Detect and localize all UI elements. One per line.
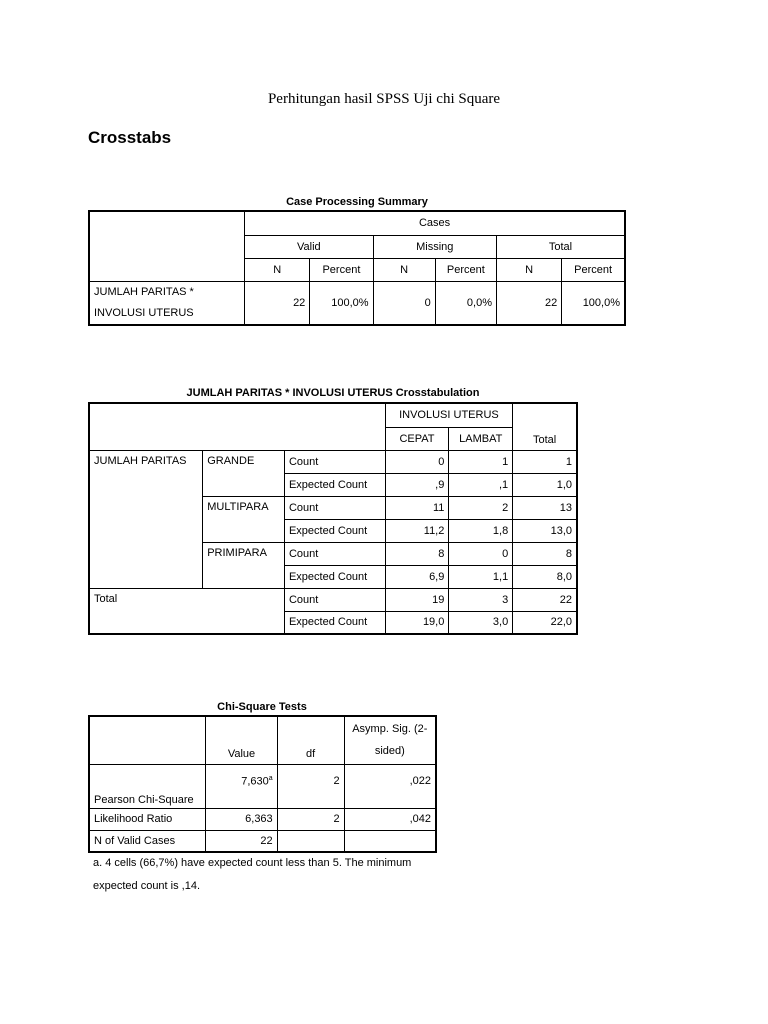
crosstab-table (88, 402, 578, 635)
total-expected-cepat: 19,0 (385, 611, 449, 634)
grande-count-total: 1 (513, 450, 577, 473)
footnote-line-2: expected count is ,14. (93, 880, 201, 892)
likelihood-ratio-value: 6,363 (206, 808, 277, 830)
grande-expected-total: 1,0 (513, 473, 577, 496)
missing-percent-header: Percent (435, 258, 496, 281)
valid-header: Valid (245, 235, 373, 258)
multipara-label: MULTIPARA (203, 496, 285, 542)
n-valid-cases-value: 22 (206, 830, 277, 852)
section-title: Crosstabs (88, 128, 172, 147)
total-count-cepat: 19 (385, 588, 449, 611)
multipara-expected-lambat: 1,8 (449, 519, 513, 542)
count-label: Count (284, 542, 385, 565)
grande-expected-lambat: ,1 (449, 473, 513, 496)
asymp-sig-line-2: sided) (374, 745, 405, 758)
case-summary-table (88, 210, 626, 326)
pearson-label: Pearson Chi-Square (89, 764, 206, 808)
count-label: Count (284, 450, 385, 473)
empty-cell (344, 830, 436, 852)
footnote-line-1: a. 4 cells (66,7%) have expected count less than 5. The minimum (93, 857, 412, 869)
valid-percent-value: 100,0% (310, 281, 373, 325)
chi-square-corner (89, 716, 206, 764)
primipara-count-total: 8 (513, 542, 577, 565)
multipara-count-cepat: 11 (385, 496, 449, 519)
multipara-count-lambat: 2 (449, 496, 513, 519)
missing-n-value: 0 (373, 281, 435, 325)
primipara-count-lambat: 0 (449, 542, 513, 565)
primipara-expected-cepat: 6,9 (385, 565, 449, 588)
multipara-count-total: 13 (513, 496, 577, 519)
pearson-footnote-marker: a (268, 774, 273, 782)
cases-header: Cases (245, 211, 625, 235)
page-title: Perhitungan hasil SPSS Uji chi Square (267, 91, 501, 107)
primipara-expected-lambat: 1,1 (449, 565, 513, 588)
total-percent-header: Percent (562, 258, 625, 281)
valid-percent-header: Percent (310, 258, 373, 281)
total-expected-lambat: 3,0 (449, 611, 513, 634)
expected-count-label: Expected Count (284, 565, 385, 588)
valid-n-header: N (245, 258, 310, 281)
n-valid-cases-label: N of Valid Cases (89, 830, 206, 852)
likelihood-ratio-sig: ,042 (344, 808, 436, 830)
chi-square-table (88, 715, 437, 853)
total-percent-value: 100,0% (562, 281, 625, 325)
grande-count-cepat: 0 (385, 450, 449, 473)
total-count-total: 22 (513, 588, 577, 611)
primipara-label: PRIMIPARA (203, 542, 285, 588)
asymp-sig-line-1: Asymp. Sig. (2- (352, 723, 428, 736)
missing-header: Missing (373, 235, 496, 258)
pearson-df: 2 (277, 764, 344, 808)
asymp-sig-header (344, 716, 436, 764)
likelihood-ratio-df: 2 (277, 808, 344, 830)
df-header: df (277, 716, 344, 764)
total-n-value: 22 (496, 281, 561, 325)
count-label: Count (284, 496, 385, 519)
valid-n-value: 22 (245, 281, 310, 325)
expected-count-label: Expected Count (284, 519, 385, 542)
pearson-value: 7,630$^a$ (206, 764, 277, 808)
chi-square-caption: Chi-Square Tests (217, 701, 307, 713)
empty-cell (277, 830, 344, 852)
total-n-header: N (496, 258, 561, 281)
multipara-expected-cepat: 11,2 (385, 519, 449, 542)
likelihood-ratio-label: Likelihood Ratio (89, 808, 206, 830)
crosstab-caption: JUMLAH PARITAS * INVOLUSI UTERUS Crosstabulation (186, 387, 480, 399)
total-header: Total (496, 235, 625, 258)
total-row-label: Total (89, 588, 284, 634)
total-count-lambat: 3 (449, 588, 513, 611)
expected-count-label: Expected Count (284, 611, 385, 634)
row-var-label: JUMLAH PARITAS (89, 450, 203, 588)
crosstab-corner (89, 403, 385, 450)
row-label-line-2: INVOLUSI UTERUS (94, 306, 194, 319)
grande-expected-cepat: ,9 (385, 473, 449, 496)
missing-percent-value: 0,0% (435, 281, 496, 325)
pearson-sig: ,022 (344, 764, 436, 808)
row-label-line-1: JUMLAH PARITAS * (94, 285, 194, 298)
case-summary-caption: Case Processing Summary (286, 196, 428, 208)
grande-count-lambat: 1 (449, 450, 513, 473)
grande-label: GRANDE (203, 450, 285, 496)
total-expected-total: 22,0 (513, 611, 577, 634)
cepat-header: CEPAT (385, 427, 449, 450)
chi-square-footnote (93, 852, 453, 898)
primipara-expected-total: 8,0 (513, 565, 577, 588)
value-header: Value (206, 716, 277, 764)
multipara-expected-total: 13,0 (513, 519, 577, 542)
missing-n-header: N (373, 258, 435, 281)
primipara-count-cepat: 8 (385, 542, 449, 565)
expected-count-label: Expected Count (284, 473, 385, 496)
lambat-header: LAMBAT (449, 427, 513, 450)
crosstab-total-header: Total (513, 403, 577, 450)
count-label: Count (284, 588, 385, 611)
involusi-uterus-header: INVOLUSI UTERUS (385, 403, 513, 427)
case-summary-corner (89, 211, 245, 281)
case-summary-row-label (89, 281, 245, 325)
